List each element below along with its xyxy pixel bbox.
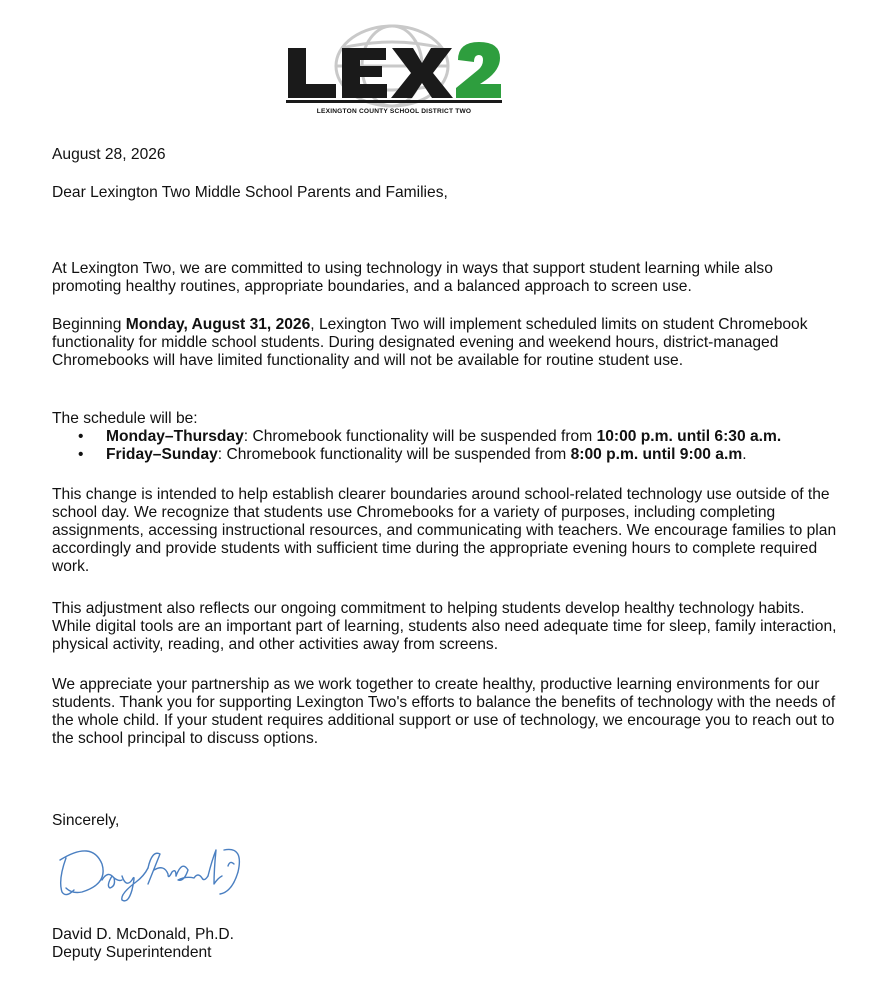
announcement-body: , Lexington Two will implement scheduled limits on student Chromebook functionality for middle school students. During designated evening and weekend hours, district-managed Chromebooks will have limited functionality and will not be available for routine student use. <box>52 316 808 369</box>
paragraph-partnership: We appreciate your partnership as we work together to create healthy, productive learning environments for our students. Thank you for supporting Lexington Two's efforts to balance the benefits of technology with the needs of the whole child. If your student requires additional support or use of technology, we encourage you to reach out to the school principal to discuss options. <box>52 676 836 747</box>
schedule-days: Friday–Sunday <box>106 446 218 463</box>
schedule-intro: The schedule will be: <box>52 410 198 427</box>
start-date: Monday, August 31, 2026 <box>125 316 311 333</box>
paragraph-announcement <box>52 316 842 370</box>
district-logo <box>282 22 506 122</box>
letter-salutation: Dear Lexington Two Middle School Parents and Families, <box>52 184 448 201</box>
signer-title: Deputy Superintendent <box>52 944 212 961</box>
schedule-until: until <box>638 446 680 463</box>
letter-closing: Sincerely, <box>52 812 120 829</box>
schedule-from: 8:00 p.m. <box>570 446 639 463</box>
schedule-list <box>52 428 852 464</box>
signer-name: David D. McDonald, Ph.D. <box>52 926 234 943</box>
paragraph-intro: At Lexington Two, we are committed to using technology in ways that support student learning while also promoting healthy routines, appropriate boundaries, and a balanced approach to screen use. <box>52 260 773 295</box>
paragraph-rationale: This change is intended to help establish clearer boundaries around school-related technology use outside of the school day. We recognize that students use Chromebooks for a variety of purposes, including completing assignments, accessing instructional resources, and communicating with teachers. We encourage families to plan accordingly and provide students with sufficient time during the appropriate evening hours to complete required work. <box>52 486 837 575</box>
schedule-text: : Chromebook functionality will be suspended from <box>217 446 571 463</box>
schedule-text: : Chromebook functionality will be suspended from <box>243 428 597 445</box>
logo-underline <box>286 100 502 103</box>
bullet-icon: • <box>78 446 84 463</box>
signature-graphic <box>52 830 252 910</box>
schedule-until: until <box>672 428 715 445</box>
schedule-to: 6:30 a.m. <box>714 428 782 445</box>
schedule-item-weekday <box>52 428 852 446</box>
logo-tagline: LEXINGTON COUNTY SCHOOL DISTRICT TWO <box>316 108 472 115</box>
schedule-end: . <box>742 446 747 463</box>
schedule-to: 9:00 a.m <box>679 446 743 463</box>
schedule-days: Monday–Thursday <box>106 428 244 445</box>
lex-letters <box>288 48 453 98</box>
announcement-lead: Beginning <box>52 316 126 333</box>
handwritten-signature <box>52 830 252 910</box>
schedule-from: 10:00 p.m. <box>596 428 673 445</box>
letter-date: August 28, 2026 <box>52 146 166 163</box>
schedule-item-weekend <box>52 446 852 464</box>
paragraph-habits: This adjustment also reflects our ongoing commitment to helping students develop healthy technology habits. While digital tools are an important part of learning, students also need adequate time for sleep, family interaction, physical activity, reading, and other activities away from screens. <box>52 600 837 653</box>
lex2-logo-graphic <box>282 22 506 108</box>
bullet-icon: • <box>78 428 84 445</box>
numeral-two <box>456 42 501 98</box>
